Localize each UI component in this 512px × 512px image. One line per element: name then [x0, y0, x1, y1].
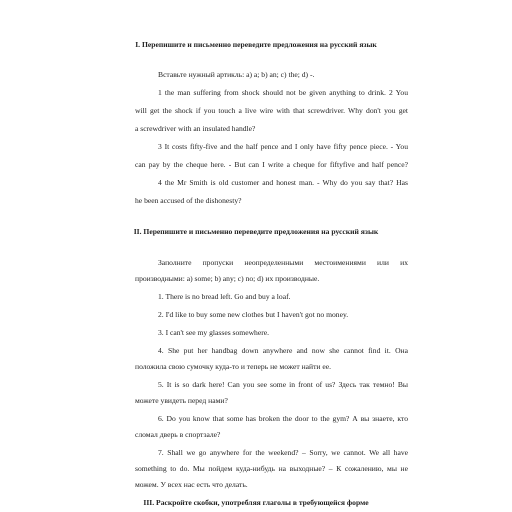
section-2-line: положила свою сумочку куда-то и теперь не может найти ее. — [135, 362, 331, 371]
section-1-line: can pay by the cheque here. - But can I write a cheque for fiftyfive and half pence? — [135, 160, 408, 169]
section-1-instruction: Вставьте нужный артикль: a) a; b) an; c) the; d) -. — [158, 70, 315, 79]
section-2-instruction: производными: a) some; b) any; c) no; d) их производные. — [135, 274, 320, 283]
section-2-line: 3. I can't see my glasses somewhere. — [158, 328, 270, 337]
section-1-line: 3 It costs fifty-five and the half pence and I only have fifty pence piece. - You — [158, 142, 408, 151]
section-1-line: will get the shock if you touch a live wire with that screwdriver. Why don't you get — [135, 106, 408, 115]
section-2-instruction: Заполните пропуски неопределенными местоимениями или их — [158, 258, 408, 267]
section-3-heading: III. Раскройте скобки, употребляя глаголы в требующейся форме — [143, 498, 369, 507]
section-2-line: something to do. Мы пойдем куда-нибудь на выходные? – К сожалению, мы не — [135, 464, 408, 473]
section-2-line: 1. There is no bread left. Go and buy a loaf. — [158, 292, 291, 301]
section-2-line: сломал дверь в спортзале? — [135, 430, 221, 439]
section-1-line: 1 the man suffering from shock should not be given anything to drink. 2 You — [158, 88, 408, 97]
section-1-heading: I. Перепишите и письменно переведите предложения на русский язык — [135, 40, 377, 49]
section-2-line: 6. Do you know that some has broken the door to the gym? А вы знаете, кто — [158, 414, 408, 423]
section-1-line: a screwdriver with an insulated handle? — [135, 124, 256, 133]
section-2-line: можете увидеть перед нами? — [135, 396, 228, 405]
section-2-line: 2. I'd like to buy some new clothes but I haven't got no money. — [158, 310, 349, 319]
section-1-line: he been accused of the dishonesty? — [135, 196, 242, 205]
section-2-line: 4. She put her handbag down anywhere and now she cannot find it. Она — [158, 346, 408, 355]
section-1-line: 4 the Mr Smith is old customer and honest man. - Why do you say that? Has — [158, 178, 408, 187]
section-2-line: 5. It is so dark here! Can you see some in front of us? Здесь так темно! Вы — [158, 380, 408, 389]
section-2-line: можем. У всех нас есть что делать. — [135, 480, 248, 489]
section-2-heading: II. Перепишите и письменно переведите предложения на русский язык — [133, 227, 379, 236]
section-2-line: 7. Shall we go anywhere for the weekend? – Sorry, we cannot. We all have — [158, 448, 408, 457]
